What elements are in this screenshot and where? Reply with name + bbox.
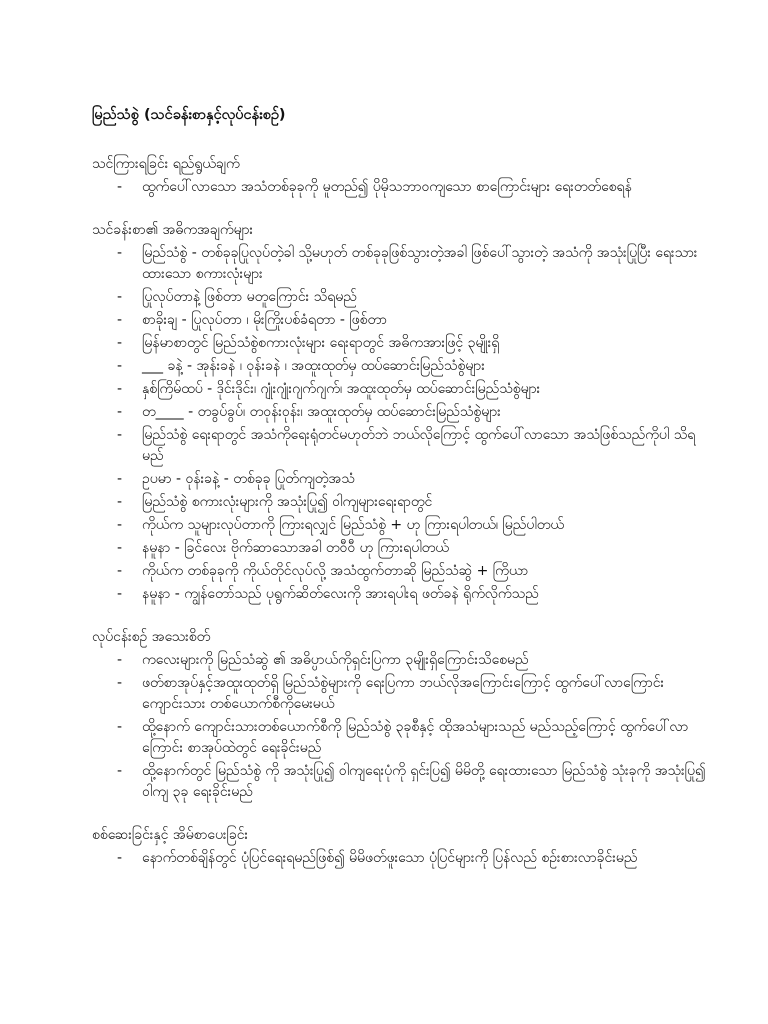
list-item-text: ပြုလုပ်တာနဲ့ ဖြစ်တာ မတူကြောင်း သိရမည် bbox=[142, 289, 357, 305]
list-item-text: မြည်သံစွဲ ရေးရာတွင် အသံကိုရေးရုံတင်မဟုတ်ဘဲ ဘယ်လိုကြောင့် ထွက်ပေါ်လာသော အသံဖြစ်သည်ကိုပါ သိရမည် bbox=[142, 427, 696, 464]
list-item-text: တ____ - တခွပ်ခွပ်၊ တဝုန်းဝုန်း၊ အထူးထုတ်မှ ထပ်ဆောင်းမြည်သံစွဲများ bbox=[142, 404, 501, 420]
list-item bbox=[92, 333, 712, 354]
section-key-points bbox=[92, 220, 712, 605]
bullet-dash: - bbox=[117, 471, 123, 487]
list-item bbox=[92, 379, 712, 400]
list-item bbox=[92, 402, 712, 423]
list-item-text: ဥပမာ - ဝုန်းခနဲ့ - တစ်ခုခု ပြုတ်ကျတဲ့အသံ bbox=[142, 471, 355, 487]
list-item-text: မြန်မာစာတွင် မြည်သံစွဲစကားလုံးများ ရေးရာတွင် အဓိကအားဖြင့် ၃မျိုးရှိ bbox=[142, 335, 500, 351]
list-item-text: ထွက်ပေါ်လာသော အသံတစ်ခုခုကို မူတည်၍ ပိုမိုသဘာဝကျသော စာကြောင်းများ ရေးတတ်စေရန် bbox=[142, 179, 632, 195]
list-item bbox=[92, 492, 712, 513]
list-item bbox=[92, 538, 712, 559]
section-heading: လုပ်ငန်းစဉ် အသေးစိတ် bbox=[92, 629, 211, 645]
bullet-dash: - bbox=[117, 850, 123, 866]
document-body bbox=[92, 104, 712, 891]
bullet-dash: - bbox=[117, 586, 123, 602]
section-heading: သင်ကြားရခြင်း ရည်ရွယ်ချက် bbox=[92, 156, 240, 172]
section-procedure bbox=[92, 627, 712, 803]
list-item-text: ဖတ်စာအုပ်နှင့်အထူးထုတ်ရှိ မြည်သံစွဲများကို ရေးပြကာ ဘယ်လိုအကြောင်းကြောင့် ထွက်ပေါ်လာကြောင်း ကျောင်းသား တစ်ယောက်စီကိုမေးမယ် bbox=[142, 675, 665, 712]
bullet-dash: - bbox=[117, 404, 123, 420]
list-item-text: နှစ်ကြိမ်ထပ် - ဒိုင်းဒိုင်း၊ ဂျုံးဂျုံးဂျက်ဂျက်၊ အထူးထုတ်မှ ထပ်ဆောင်းမြည်သံစွဲများ bbox=[142, 381, 541, 397]
bullet-dash: - bbox=[117, 719, 123, 735]
section-assessment-homework bbox=[92, 825, 712, 869]
section-objective bbox=[92, 154, 712, 198]
bullet-list bbox=[92, 177, 712, 198]
bullet-dash: - bbox=[117, 358, 123, 374]
list-item bbox=[92, 717, 712, 759]
bullet-dash: - bbox=[117, 427, 123, 443]
list-item-text: ___ ခနဲ့ - အုန်းခနဲ ၊ ဝုန်းခနဲ ၊ အထူးထုတ်မှ ထပ်ဆောင်းမြည်သံစွဲများ bbox=[142, 358, 485, 374]
list-item bbox=[92, 673, 712, 715]
list-item bbox=[92, 243, 712, 285]
list-item bbox=[92, 356, 712, 377]
list-item-text: နောက်တစ်ချိန်တွင် ပုံပြင်ရေးရမည်ဖြစ်၍ မိမိဖတ်ဖူးသော ပုံပြင်များကို ပြန်လည် စဉ်းစားလာခိုင်းမည် bbox=[142, 850, 638, 866]
list-item-text: နမူနာ - ခြင်လေး ဗိုက်ဆာသောအခါ တဝီဝီ ဟု ကြားရပါတယ် bbox=[142, 540, 449, 556]
bullet-dash: - bbox=[117, 517, 123, 533]
list-item bbox=[92, 310, 712, 331]
bullet-dash: - bbox=[117, 289, 123, 305]
list-item-text: ကလေးများကို မြည်သံဆွဲ ၏ အဓိပ္ပာယ်ကိုရှင်းပြကာ ၃မျိုးရှိကြောင်းသိစေမည် bbox=[142, 652, 529, 668]
list-item bbox=[92, 425, 712, 467]
bullet-dash: - bbox=[117, 245, 123, 261]
bullet-dash: - bbox=[117, 675, 123, 691]
bullet-dash: - bbox=[117, 494, 123, 510]
list-item bbox=[92, 650, 712, 671]
list-item-text: ကိုယ်က တစ်ခုခုကို ကိုယ်တိုင်လုပ်လို့ အသံထွက်တာဆို မြည်သံဆွဲ + ကြိယာ bbox=[142, 563, 529, 579]
bullet-dash: - bbox=[117, 312, 123, 328]
bullet-list bbox=[92, 848, 712, 869]
list-item bbox=[92, 848, 712, 869]
section-heading: သင်ခန်းစာ၏ အဓိကအချက်များ bbox=[92, 222, 254, 238]
bullet-dash: - bbox=[117, 335, 123, 351]
list-item bbox=[92, 561, 712, 582]
list-item bbox=[92, 584, 712, 605]
bullet-dash: - bbox=[117, 179, 123, 195]
bullet-dash: - bbox=[117, 763, 123, 779]
list-item bbox=[92, 287, 712, 308]
list-item bbox=[92, 515, 712, 536]
bullet-list bbox=[92, 243, 712, 605]
list-item-text: မြည်သံစွဲ - တစ်ခုခုပြုလုပ်တဲ့ခါ သို့မဟုတ် တစ်ခုခုဖြစ်သွားတဲ့အခါ ဖြစ်ပေါ်သွားတဲ့ အသံကို အသုံးပြုပြီး ရေးသားထားသော စကားလုံးများ bbox=[142, 245, 698, 282]
list-item-text: နမူနာ - ကျွန်တော်သည် ပုရွက်ဆိတ်လေးကို အားရပါးရ ဖတ်ခနဲ ရိုက်လိုက်သည် bbox=[142, 586, 539, 602]
list-item bbox=[92, 761, 712, 803]
bullet-dash: - bbox=[117, 540, 123, 556]
list-item-text: ကိုယ်က သူများလုပ်တာကို ကြားရလျှင် မြည်သံစွဲ + ဟု ကြားရပါတယ်၊ မြည်ပါတယ် bbox=[142, 517, 564, 533]
bullet-dash: - bbox=[117, 652, 123, 668]
bullet-dash: - bbox=[117, 563, 123, 579]
list-item-text: ထို့နောက် ကျောင်းသားတစ်ယောက်စီကို မြည်သံစွဲ ၃ခုစီနှင့် ထိုအသံများသည် မည်သည့်ကြောင့် ထွက်ပေါ်လာကြောင်း စာအုပ်ထဲတွင် ရေးခိုင်းမည် bbox=[142, 719, 689, 756]
list-item-text: ထို့နောက်တွင် မြည်သံစွဲ ကို အသုံးပြု၍ ဝါကျရေးပုံကို ရှင်းပြ၍ မိမိတို့ ရေးထားသော မြည်သံစွဲ သုံးခုကို အသုံးပြု၍ ဝါကျ ၃ခု ရေးခိုင်းမည် bbox=[142, 763, 706, 800]
document-title: မြည်သံစွဲ (သင်ခန်းစာနှင့်လုပ်ငန်းစဉ်) bbox=[92, 107, 286, 123]
bullet-list bbox=[92, 650, 712, 803]
list-item-text: စာခိုးချ - ပြုလုပ်တာ ၊ မိုးကြိုးပစ်ခံရတာ - ဖြစ်တာ bbox=[142, 312, 387, 328]
list-item bbox=[92, 469, 712, 490]
list-item-text: မြည်သံစွဲ စကားလုံးများကို အသုံးပြု၍ ဝါကျများရေးရာတွင် bbox=[142, 494, 433, 510]
section-heading: စစ်ဆေးခြင်းနှင့် အိမ်စာပေးခြင်း bbox=[92, 827, 249, 843]
list-item bbox=[92, 177, 712, 198]
bullet-dash: - bbox=[117, 381, 123, 397]
